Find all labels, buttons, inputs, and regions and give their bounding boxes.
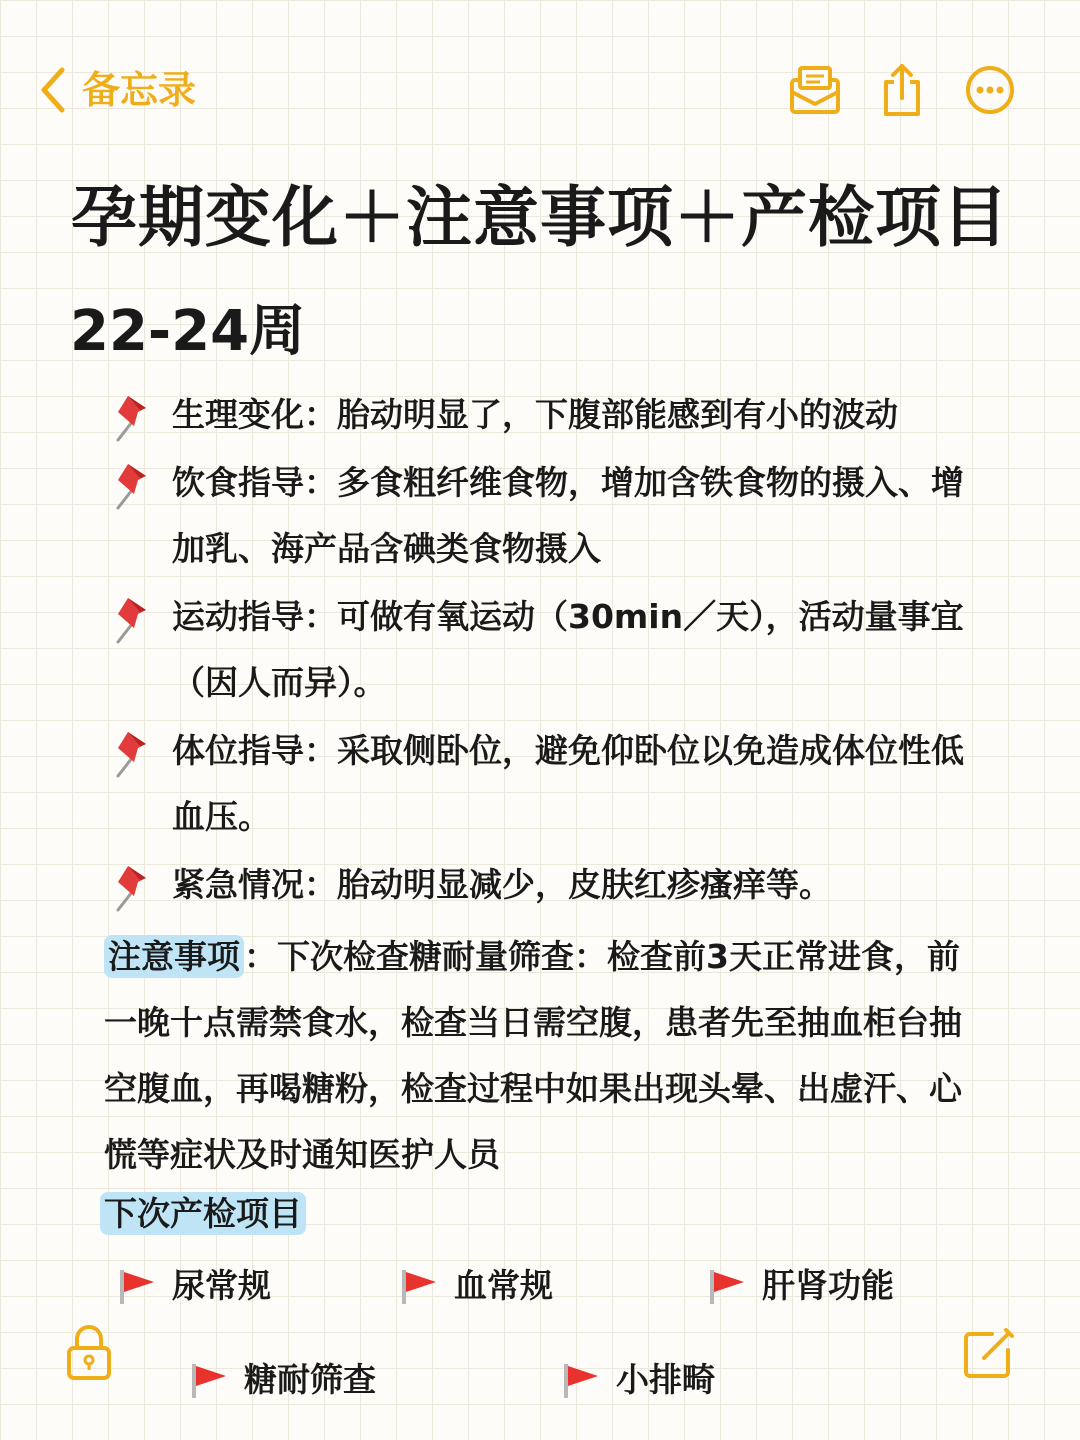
lock-icon (64, 1322, 114, 1382)
note-label: 运动指导： (172, 597, 337, 636)
note-label: 紧急情况： (172, 865, 337, 904)
list-item (112, 852, 992, 918)
lock-button[interactable] (64, 1322, 114, 1382)
caution-text: ：下次检查糖耐量筛查：检查前3天正常进食，前一晚十点需禁食水，检查当日需空腹，患者先至抽血柜台抽空腹血，再喝糖粉，检查过程中如果出现头晕、出虚汗、心慌等症状及时通知医护人员 (104, 937, 962, 1174)
exam-item-label: 糖耐筛查 (244, 1360, 376, 1399)
next-exam-heading-label: 下次产检项目 (100, 1192, 306, 1235)
more-icon (962, 62, 1018, 118)
pushpin-icon (112, 392, 152, 442)
caution-paragraph (104, 924, 984, 1188)
exam-item (116, 1262, 271, 1310)
back-button[interactable] (38, 62, 196, 118)
note-text: 多食粗纤维食物，增加含铁食物的摄入、增加乳、海产品含碘类食物摄入 (172, 463, 964, 568)
note-text: 可做有氧运动（30min／天），活动量事宜（因人而异）。 (172, 597, 964, 702)
triangular-flag-icon (188, 1360, 228, 1400)
list-item (112, 718, 992, 850)
triangular-flag-icon (398, 1266, 438, 1306)
note-label: 生理变化： (172, 395, 337, 434)
exam-item-label: 血常规 (454, 1266, 553, 1305)
list-item (112, 584, 992, 716)
note-title: 孕期变化＋注意事项＋产检项目 (71, 179, 1009, 256)
note-label: 饮食指导： (172, 463, 337, 502)
triangular-flag-icon (560, 1360, 600, 1400)
next-exam-heading (100, 1190, 306, 1238)
top-toolbar (0, 0, 1080, 180)
share-icon (874, 62, 930, 118)
share-button[interactable] (874, 62, 930, 118)
triangular-flag-icon (116, 1266, 156, 1306)
notes-list (112, 382, 992, 920)
triangular-flag-icon (706, 1266, 746, 1306)
pushpin-icon (112, 594, 152, 644)
note-text: 胎动明显减少，皮肤红疹瘙痒等。 (337, 865, 832, 904)
list-item (112, 450, 992, 582)
pushpin-icon (112, 862, 152, 912)
list-item (112, 382, 992, 448)
exam-item (398, 1262, 553, 1310)
exam-item (560, 1356, 715, 1404)
caution-label: 注意事项 (104, 935, 244, 978)
note-text: 采取侧卧位，避免仰卧位以免造成体位性低血压。 (172, 731, 964, 836)
week-heading: 22-24周 (70, 299, 306, 364)
compose-button[interactable] (960, 1326, 1010, 1386)
mail-icon (788, 62, 844, 118)
pushpin-icon (112, 460, 152, 510)
chevron-left-icon (38, 66, 68, 114)
note-label: 体位指导： (172, 731, 337, 770)
compose-icon (960, 1326, 1016, 1382)
exam-item (188, 1356, 376, 1404)
mail-button[interactable] (788, 62, 844, 118)
exam-item (706, 1262, 894, 1310)
note-text: 胎动明显了，下腹部能感到有小的波动 (337, 395, 898, 434)
back-label: 备忘录 (82, 68, 197, 112)
exam-item-label: 小排畸 (616, 1360, 715, 1399)
pushpin-icon (112, 728, 152, 778)
more-button[interactable] (962, 62, 1018, 118)
exam-item-label: 肝肾功能 (762, 1266, 894, 1305)
exam-item-label: 尿常规 (172, 1266, 271, 1305)
